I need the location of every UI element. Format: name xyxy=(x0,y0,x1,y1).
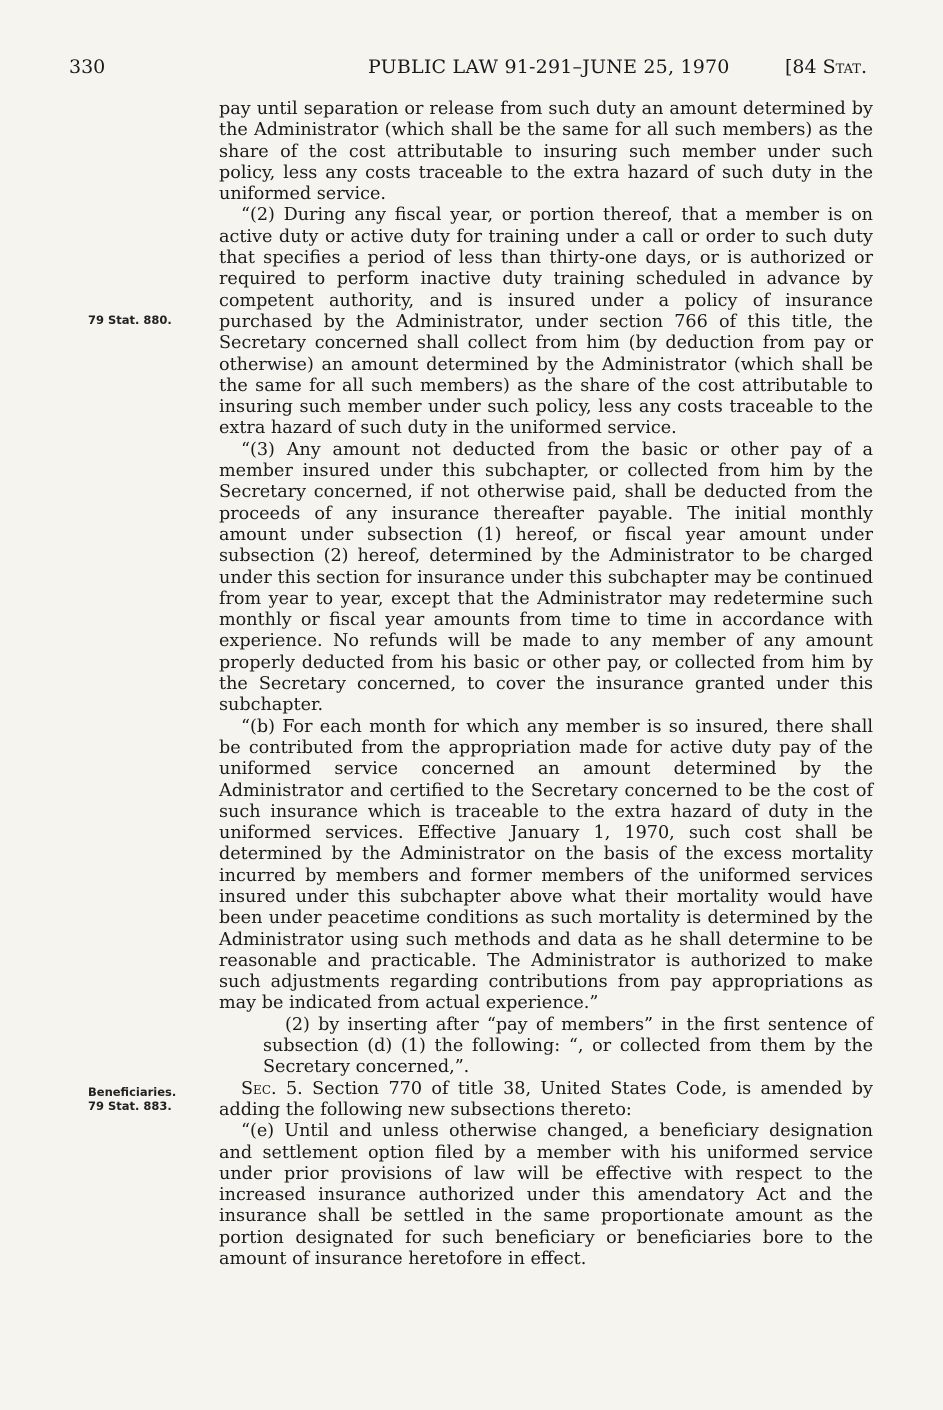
page-header xyxy=(0,56,943,86)
paragraph-section-5 xyxy=(219,1079,873,1122)
paragraph-subsection-2: “(2) During any fiscal year, or portion thereof, that a member is on active duty or active duty for training under a call or order to such duty that specifies a period of less than thirty-one days, or is authorized or required to perform inactive duty training scheduled in advance by competent authority, and is insured under a policy of insurance purchased by the Administrator, under section 766 of this title, the Secretary concerned shall collect from him (by deduction from pay or otherwise) an amount determined by the Administrator (which shall be the same for all such members) as the share of the cost attributable to insuring such member under such policy, less any costs traceable to the extra hazard of such duty in the uniformed service. xyxy=(219,205,873,439)
page-number: 330 xyxy=(69,56,106,78)
paragraph-continuation: pay until separation or release from such duty an amount determined by the Administrator (which shall be the same for all such members) as the share of the cost attributable to insuring such member under such policy, less any costs traceable to the extra hazard of such duty in the uniformed service. xyxy=(219,99,873,205)
margin-note-text: 79 Stat. 883. xyxy=(88,1099,172,1113)
margin-note-beneficiaries xyxy=(88,1085,198,1113)
section-5-text: . 5. Section 770 of title 38, United States Code, is amended by adding the following new subsections thereto: xyxy=(219,1078,873,1120)
paragraph-subsection-e: “(e) Until and unless otherwise changed, a beneficiary designation and settlement option filed by a member with his uniformed service under prior provisions of law will be effective with respect to the increased insurance authorized under this amendatory Act and the insurance shall be settled in the same proportionate amount as the portion designated for such beneficiary or beneficiaries bore to the amount of insurance heretofore in effect. xyxy=(219,1121,873,1270)
statute-reference-word: Stat xyxy=(822,56,861,78)
paragraph-subsection-b: “(b) For each month for which any member is so insured, there shall be contributed from the appropriation made for active duty pay of the uniformed service concerned an amount determined by the Administrator and certified to the Secretary concerned to be the cost of such insurance which is traceable to the extra hazard of duty in the uniformed services. Effective January 1, 1970, such cost shall be determined by the Administrator on the basis of the excess mortality incurred by members and former members of the uniformed services insured under this subchapter above what their mortality would have been under peacetime conditions as such mortality is determined by the Administrator using such methods and data as he shall determine to be reasonable and practicable. The Administrator is authorized to make such adjustments regarding contributions from pay appropriations as may be indicated from actual experience.” xyxy=(219,716,873,1014)
statute-reference xyxy=(785,56,867,78)
running-head: PUBLIC LAW 91-291–JUNE 25, 1970 xyxy=(368,56,730,78)
margin-note-79-stat-880 xyxy=(88,313,198,327)
paragraph-subsection-3: “(3) Any amount not deducted from the basic or other pay of a member insured under this subchapter, or collected from him by the Secretary concerned, if not otherwise paid, shall be deducted from the proceeds of any insurance thereafter payable. The initial monthly amount under subsection (1) hereof, or fiscal year amount under subsection (2) hereof, determined by the Administrator to be charged under this section for insurance under this subchapter may be continued from year to year, except that the Administrator may redetermine such monthly or fiscal year amounts from time to time in accordance with experience. No refunds will be made to any member of any amount properly deducted from his basic or other pay, or collected from him by the Secretary concerned, to cover the insurance granted under this subchapter. xyxy=(219,439,873,716)
section-label: Sec xyxy=(241,1078,271,1099)
margin-note-text: 79 Stat. 880. xyxy=(88,313,172,327)
statute-reference-open: [84 xyxy=(785,56,823,78)
statute-reference-close: . xyxy=(860,56,868,78)
margin-note-text: Beneficiaries. xyxy=(88,1085,177,1099)
document-body xyxy=(219,99,873,1270)
paragraph-amendment-2: (2) by inserting after “pay of members” in the first sentence of subsection (d) (1) the following: “, or collected from them by the Secretary concerned,”. xyxy=(263,1014,873,1078)
